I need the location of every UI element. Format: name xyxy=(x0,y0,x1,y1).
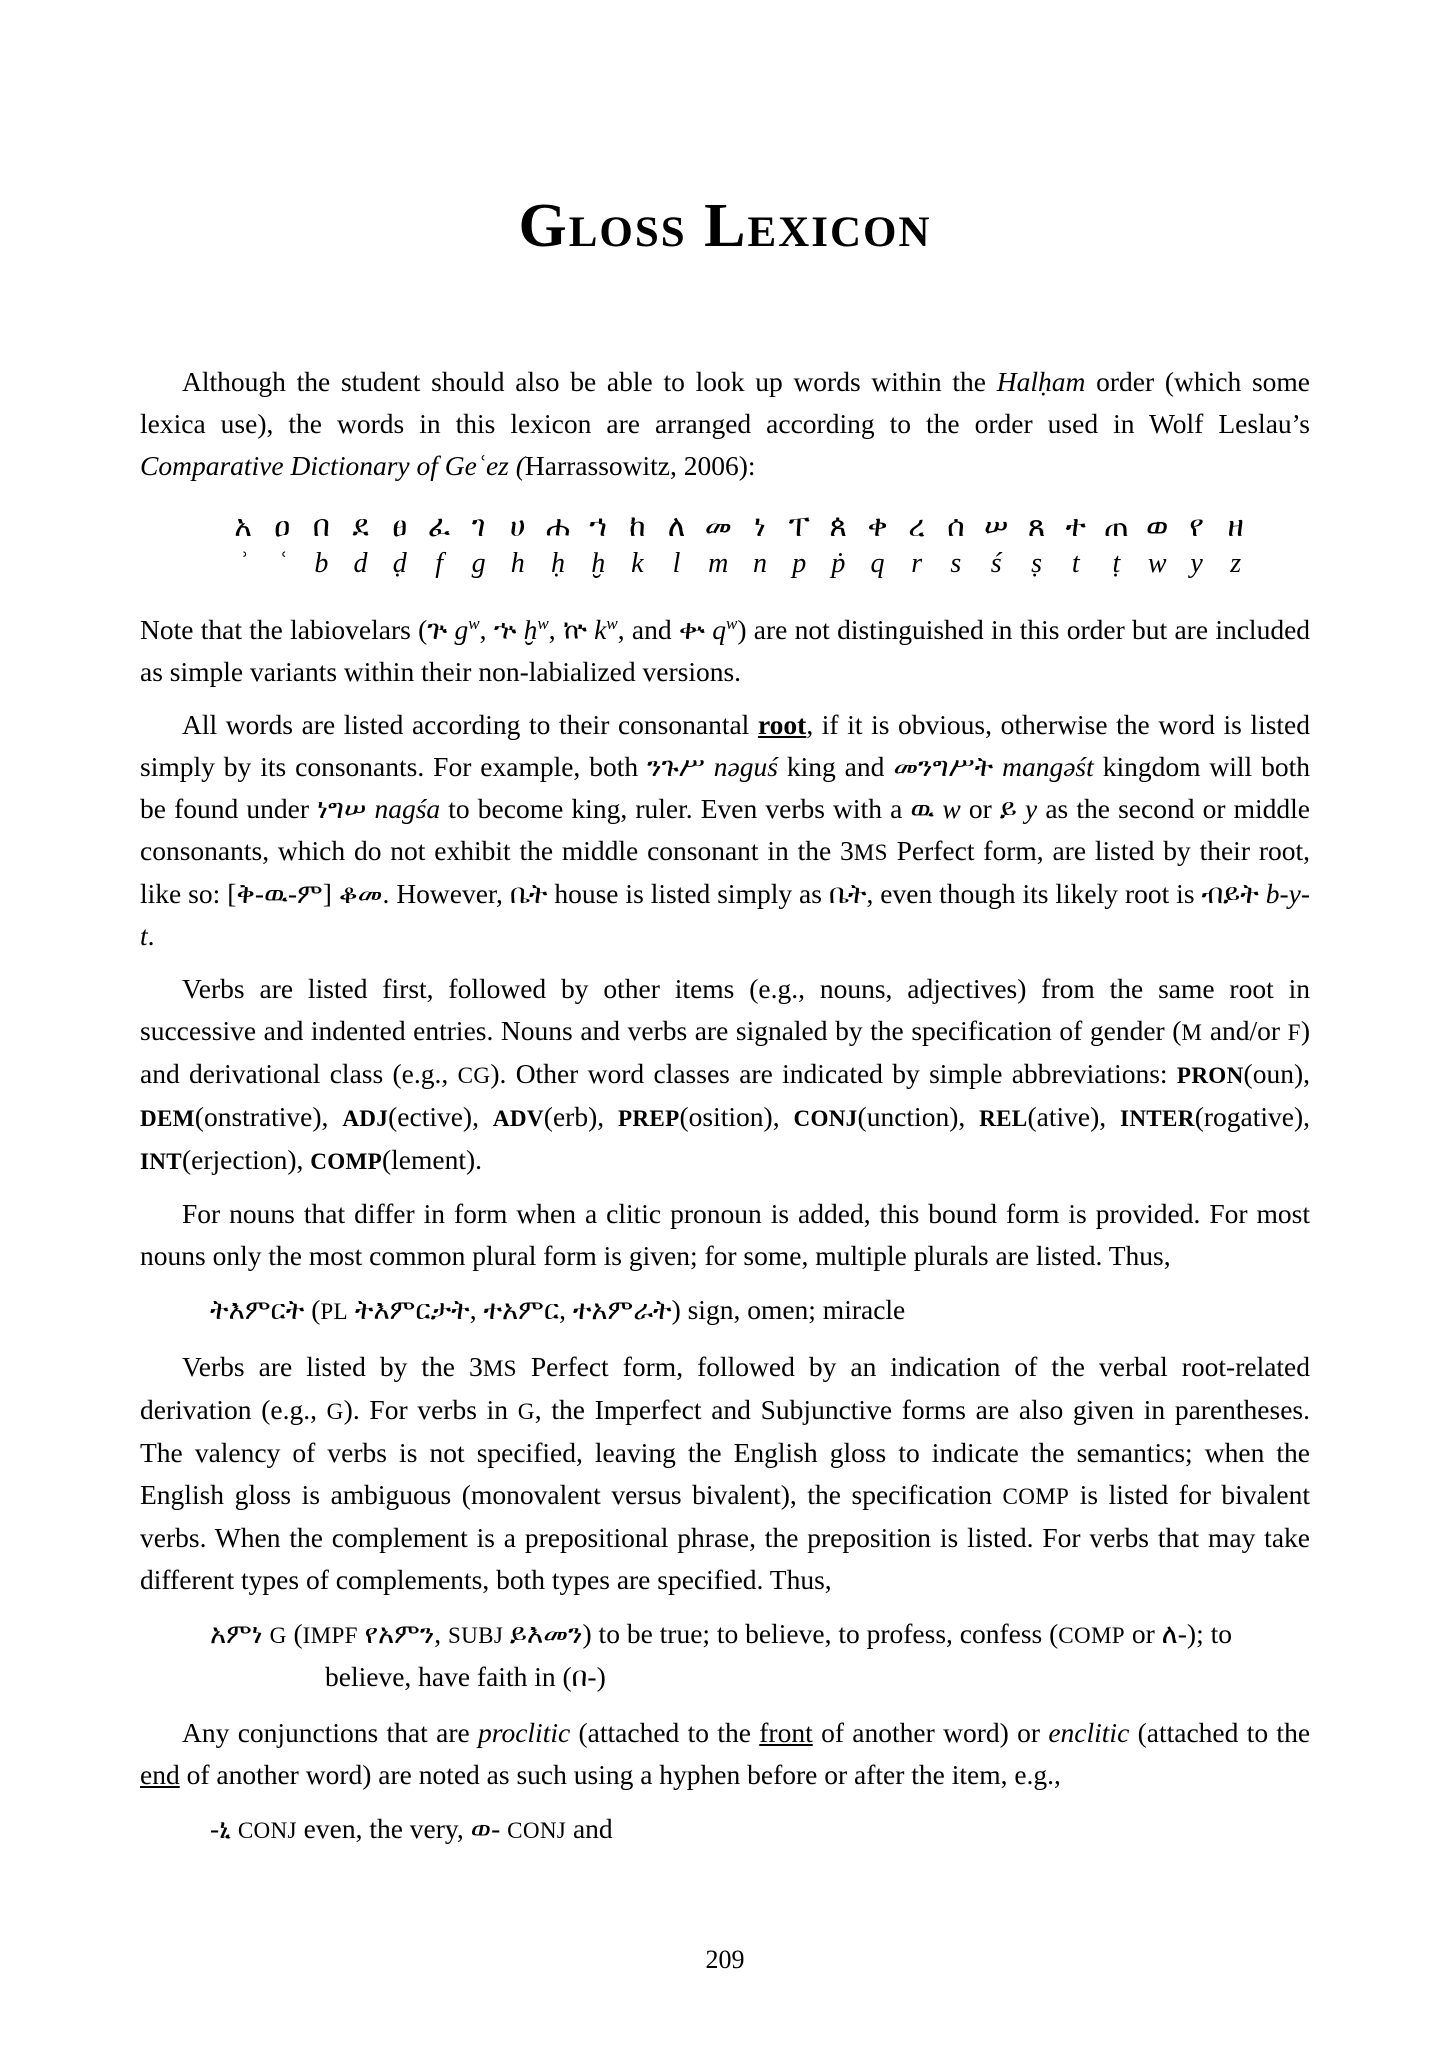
ethiopic-letter: ከ xyxy=(629,510,646,543)
text-run: ) and derivational class (e.g., xyxy=(140,1015,1310,1089)
text-run: y xyxy=(1024,793,1038,824)
ethiopic-text-run: ዉ xyxy=(264,878,288,909)
page-number: 209 xyxy=(705,1945,745,1974)
text-run: Harrassowitz, 2006): xyxy=(524,450,756,481)
ethiopic-letter: ዘ xyxy=(1227,510,1244,543)
ethiopic-text-run: መንግሥት xyxy=(893,751,994,782)
ethiopic-letter: ወ xyxy=(1146,510,1169,543)
text-run: M xyxy=(1181,1019,1203,1045)
text-run xyxy=(263,1618,270,1649)
text-run xyxy=(358,1618,365,1649)
text-run: of another word) are noted as such using a hyphen before or after the item, e.g., xyxy=(179,1759,1061,1790)
text-run xyxy=(1017,793,1025,824)
ethiopic-text-run: ብይት xyxy=(1201,878,1259,909)
transliteration-letter: t xyxy=(1071,548,1080,579)
text-run: q xyxy=(712,614,726,645)
text-run: Any conjunctions that are xyxy=(182,1717,479,1748)
text-run: Although the student should also be able to look up words within the xyxy=(182,366,997,397)
text-run: w xyxy=(725,613,738,633)
ethiopic-text-run: ወ xyxy=(470,1813,492,1844)
alphabet-column xyxy=(232,509,254,583)
text-run: ) sign, omen; miracle xyxy=(671,1294,906,1325)
ethiopic-letter: ተ xyxy=(1065,510,1086,543)
ethiopic-text-run: በ xyxy=(571,1661,588,1692)
text-run: (unction), xyxy=(857,1101,980,1132)
text-run: Note that the labiovelars ( xyxy=(140,614,428,645)
text-run: (ative), xyxy=(1027,1101,1121,1132)
text-run: Comparative Dictionary of Geʿez ( xyxy=(140,450,525,481)
text-run: b-y-t xyxy=(140,878,1310,951)
ethiopic-text-run: ተአምር xyxy=(483,1294,560,1325)
clitic-nouns-paragraph xyxy=(140,1193,1310,1277)
text-run: - xyxy=(254,878,265,909)
ethiopic-text-run: ኒ xyxy=(219,1813,231,1844)
text-run xyxy=(993,751,1002,782)
text-run: COMP xyxy=(310,1148,382,1174)
alphabet-column xyxy=(1225,509,1247,583)
text-run: ( xyxy=(304,1294,321,1325)
ethiopic-letter: ገ xyxy=(471,510,486,543)
ethiopic-text-run: ተአምራት xyxy=(572,1294,672,1325)
text-run: w xyxy=(468,613,480,633)
alphabet-column xyxy=(984,509,1008,583)
alphabet-column xyxy=(1104,509,1129,583)
alphabet-column xyxy=(587,509,609,583)
text-run: Perfect form, followed by an indication of the verbal root-related derivation (e.g., xyxy=(140,1351,1311,1425)
alphabet-column xyxy=(1186,509,1208,583)
ethiopic-text-run: አምነ xyxy=(210,1618,263,1649)
ethiopic-text-run: ለ xyxy=(1161,1618,1178,1649)
page-content xyxy=(0,192,1445,1851)
ethiopic-letter: ሀ xyxy=(509,510,526,543)
ethiopic-text-run: ትእምርት xyxy=(210,1294,305,1325)
ethiopic-letter: ቀ xyxy=(867,510,888,543)
text-run: ḫ xyxy=(523,614,538,645)
text-run: - xyxy=(491,1813,508,1844)
text-run: and/or xyxy=(1202,1015,1288,1046)
word-classes-paragraph xyxy=(140,968,1310,1182)
ethiopic-letter: ሐ xyxy=(545,510,571,543)
transliteration-letter: n xyxy=(753,548,768,579)
text-run: is listed for bivalent verbs. When the complement is a prepositional phrase, the preposition is listed. For verbs that may take different types of complements, both types are specified. Thus, xyxy=(140,1479,1310,1595)
text-run: mangəśt xyxy=(1002,751,1094,782)
ethiopic-letter: በ xyxy=(312,510,330,543)
transliteration-letter: ś xyxy=(990,548,1002,579)
text-run: CONJ xyxy=(507,1817,567,1843)
text-run: COMP xyxy=(1058,1622,1125,1648)
text-run: ADJ xyxy=(342,1105,389,1131)
conjunctions-paragraph xyxy=(140,1712,1310,1796)
alphabet-column xyxy=(428,509,451,583)
text-run xyxy=(503,1618,510,1649)
text-run: COMP xyxy=(1002,1483,1070,1509)
text-run: (erjection), xyxy=(181,1144,311,1175)
alphabet-column xyxy=(310,509,332,583)
alphabet-column xyxy=(1065,509,1087,583)
text-run: proclitic xyxy=(478,1717,571,1748)
ethiopic-text-run: ንጉሥ xyxy=(647,751,705,782)
text-run xyxy=(348,1294,355,1325)
text-run: . xyxy=(147,920,155,951)
alphabet-column xyxy=(867,509,889,583)
verb-listing-paragraph xyxy=(140,1346,1310,1601)
transliteration-letter: ḫ xyxy=(591,548,606,579)
transliteration-letter: l xyxy=(672,548,681,579)
ethiopic-letter: የ xyxy=(1189,510,1204,543)
text-run: order (which some lexica use), the words in this lexicon are arranged according to the order used in Wolf Leslau’s xyxy=(140,366,1310,439)
ethiopic-letter: ፈ xyxy=(427,510,451,543)
ethiopic-text-run: ቤት xyxy=(509,878,548,909)
text-run: even, the very, xyxy=(296,1813,471,1844)
text-run: Verbs are listed by the 3 xyxy=(182,1351,483,1382)
text-run: of another word) or xyxy=(812,1717,1049,1748)
intro-paragraph xyxy=(140,361,1310,487)
transliteration-letter: z xyxy=(1230,548,1242,579)
text-run: kingdom will both be found under xyxy=(140,751,1311,824)
text-run: , xyxy=(469,1294,484,1325)
text-run: INTER xyxy=(1120,1105,1195,1131)
alphabet-column xyxy=(906,509,928,583)
transliteration-letter: ʿ xyxy=(277,548,287,579)
ethiopic-letter: ኀ xyxy=(589,510,607,543)
text-run: ( xyxy=(286,1618,303,1649)
alphabet-column xyxy=(945,509,967,583)
ethiopic-text-run: ኍ xyxy=(493,614,517,645)
ethiopic-letter: ረ xyxy=(908,510,926,543)
ethiopic-letter: መ xyxy=(704,510,732,543)
alphabet-column xyxy=(666,509,688,583)
text-run: house is listed simply as xyxy=(547,878,829,909)
alphabet-column xyxy=(350,509,372,583)
text-run: PREP xyxy=(618,1105,680,1131)
transliteration-letter: ṭ xyxy=(1112,548,1121,579)
ethiopic-letter: ጠ xyxy=(1103,510,1129,543)
text-run: g xyxy=(454,614,469,645)
text-run: -); to believe, have faith in ( xyxy=(325,1618,1232,1692)
text-run: (lement). xyxy=(381,1144,483,1175)
text-run: SUBJ xyxy=(448,1622,504,1648)
text-run: ADV xyxy=(492,1105,544,1131)
noun-example-entry xyxy=(210,1289,1310,1332)
transliteration-letter: s xyxy=(950,548,962,579)
text-run xyxy=(705,751,714,782)
alphabet-column xyxy=(626,509,648,583)
ethiopic-text-run: ይ xyxy=(999,793,1017,824)
text-run: nəguś xyxy=(713,751,778,782)
text-run: All words are listed according to their consonantal xyxy=(182,709,758,740)
alphabet-column xyxy=(546,509,570,583)
text-run: (erb), xyxy=(543,1101,618,1132)
ethiopic-text-run: ቆመ xyxy=(338,878,383,909)
alphabet-column xyxy=(1026,509,1048,583)
alphabet-column xyxy=(827,509,849,583)
text-run xyxy=(231,1813,238,1844)
text-run: (rogative), xyxy=(1194,1101,1310,1132)
transliteration-letter: h xyxy=(510,548,525,579)
transliteration-letter: r xyxy=(911,548,923,579)
text-run: , even though its likely root is xyxy=(866,878,1202,909)
text-run: , xyxy=(479,614,494,645)
text-run: CONJ xyxy=(793,1105,858,1131)
text-run: G xyxy=(326,1398,344,1424)
text-run: (attached to the xyxy=(570,1717,760,1748)
text-run: or xyxy=(960,793,1000,824)
verb-example-entry xyxy=(210,1613,1310,1698)
text-run: , the Imperfect and Subjunctive forms are also given in parentheses. The valency of verbs is not specified, leaving the English gloss to indicate the semantics; when the English gloss is ambiguous (monovalent versus bivalent), the specification xyxy=(140,1394,1310,1510)
alphabet-column xyxy=(271,509,293,583)
text-run: and xyxy=(566,1813,613,1844)
ethiopic-letter: ደ xyxy=(352,510,369,543)
text-run: (attached to the xyxy=(1129,1717,1311,1748)
ethiopic-letter: ሠ xyxy=(984,510,1009,543)
text-run: , xyxy=(559,1294,573,1325)
text-run: or xyxy=(1124,1618,1162,1649)
text-run: (oun), xyxy=(1243,1058,1310,1089)
alphabet-column xyxy=(749,509,771,583)
transliteration-letter: m xyxy=(708,548,729,579)
page-title: Gloss Lexicon xyxy=(518,192,932,260)
text-run: CG xyxy=(457,1062,491,1088)
text-run: - xyxy=(287,878,298,909)
alphabet-column xyxy=(389,509,411,583)
text-run: PL xyxy=(320,1298,348,1324)
text-run: - xyxy=(210,1813,220,1844)
text-run: , if it is obvious, otherwise the word is listed simply by its consonants. For example, both xyxy=(140,709,1310,782)
text-run: PRON xyxy=(1176,1062,1244,1088)
transliteration-letter: k xyxy=(631,548,644,579)
text-run: nagśa xyxy=(374,793,441,824)
text-run: MS xyxy=(853,839,888,865)
alphabet-column xyxy=(507,509,529,583)
alphabet-column xyxy=(1146,509,1168,583)
text-run: ) are not distinguished in this order but are included as simple variants within their non-labialized versions. xyxy=(140,614,1311,687)
transliteration-letter: ḍ xyxy=(392,548,407,579)
text-run: DEM xyxy=(140,1105,195,1131)
text-run: Verbs are listed first, followed by other items (e.g., nouns, adjectives) from the same root in successive and indented entries. Nouns and verbs are signaled by the specification of gender ( xyxy=(140,973,1310,1046)
text-run: w xyxy=(606,613,618,633)
text-run: root xyxy=(757,709,807,740)
text-run: , xyxy=(434,1618,449,1649)
transliteration-letter: ṣ xyxy=(1031,548,1043,579)
ethiopic-letter: ለ xyxy=(667,510,686,543)
text-run: (onstrative), xyxy=(194,1101,343,1132)
text-run: king and xyxy=(777,751,894,782)
text-run: (osition), xyxy=(679,1101,794,1132)
transliteration-letter: ṗ xyxy=(831,548,846,579)
alphabet-column xyxy=(468,509,490,583)
transliteration-letter: w xyxy=(1147,548,1167,579)
text-run: MS xyxy=(482,1355,517,1381)
ethiopic-text-run: ቍ xyxy=(678,614,705,645)
ethiopic-letter: ፐ xyxy=(788,510,810,543)
alphabet-column xyxy=(705,509,732,583)
ethiopic-text-run: ኵ xyxy=(562,614,587,645)
transliteration-letter: g xyxy=(471,548,486,579)
text-run: IMPF xyxy=(302,1622,358,1648)
text-run: ). Other word classes are indicated by simple abbreviations: xyxy=(490,1058,1177,1089)
transliteration-letter: f xyxy=(435,548,444,579)
root-listing-paragraph xyxy=(140,704,1310,957)
ethiopic-text-run: ዉ xyxy=(910,793,935,824)
text-run: (ective), xyxy=(388,1101,493,1132)
transliteration-letter: y xyxy=(1190,548,1203,579)
conjunction-example-entry xyxy=(210,1808,1310,1851)
transliteration-letter: ʾ xyxy=(238,548,248,579)
ethiopic-letter: ሰ xyxy=(947,510,965,543)
text-run: Halḥam xyxy=(996,366,1086,397)
text-run: ] xyxy=(322,878,339,909)
ethiopic-text-run: ቅ xyxy=(236,878,255,909)
text-run xyxy=(1259,878,1266,909)
ethiopic-letter: ጸ xyxy=(1027,510,1046,543)
text-run: CONJ xyxy=(237,1817,297,1843)
text-run: ). For verbs in xyxy=(343,1394,518,1425)
text-run: to become king, ruler. Even verbs with a xyxy=(440,793,911,824)
text-run: as the second or middle consonants, which do not exhibit the middle consonant in the 3 xyxy=(140,793,1311,866)
ethiopic-text-run: ትእምርታት xyxy=(354,1294,470,1325)
ethiopic-letter: አ xyxy=(234,510,252,543)
text-run: , xyxy=(548,614,563,645)
ethiopic-text-run: ጕ xyxy=(427,614,448,645)
text-run: INT xyxy=(140,1148,182,1174)
text-run: F xyxy=(1287,1019,1301,1045)
ethiopic-letter: ነ xyxy=(754,510,766,543)
text-run: ) to be true; to believe, to profess, confess ( xyxy=(582,1618,1059,1649)
text-run xyxy=(516,614,523,645)
text-run: . However, xyxy=(382,878,510,909)
text-run: G xyxy=(269,1622,287,1648)
text-run: For nouns that differ in form when a clitic pronoun is added, this bound form is provided. For most nouns only the most common plural form is given; for some, multiple plurals are listed. Thus, xyxy=(140,1198,1310,1271)
ethiopic-text-run: የአምን xyxy=(364,1618,435,1649)
ethiopic-text-run: ቤት xyxy=(828,878,867,909)
alphabet-table xyxy=(232,509,1247,583)
transliteration-letter: b xyxy=(314,548,329,579)
text-run: front xyxy=(759,1717,813,1748)
text-run: enclitic xyxy=(1048,1717,1130,1748)
text-run: w xyxy=(537,613,549,633)
text-run: -) xyxy=(587,1661,606,1692)
ethiopic-letter: ጰ xyxy=(829,510,848,543)
text-run: w xyxy=(942,793,961,824)
labiovelars-note-paragraph xyxy=(140,609,1310,693)
ethiopic-letter: ፀ xyxy=(392,510,408,543)
text-run: , and xyxy=(617,614,679,645)
text-run: Perfect form, are listed by their root, like so: [ xyxy=(140,835,1310,909)
alphabet-column xyxy=(788,509,810,583)
ethiopic-letter: ዐ xyxy=(274,510,291,543)
text-run xyxy=(447,614,454,645)
transliteration-letter: q xyxy=(870,548,885,579)
text-run: G xyxy=(517,1398,535,1424)
text-run: k xyxy=(594,614,607,645)
ethiopic-text-run: ነግሠ xyxy=(317,793,367,824)
ethiopic-text-run: ይእመን xyxy=(510,1618,583,1649)
transliteration-letter: p xyxy=(792,548,807,579)
transliteration-letter: d xyxy=(353,548,368,579)
text-run: end xyxy=(140,1759,180,1790)
transliteration-letter: ḥ xyxy=(550,548,565,579)
text-run: REL xyxy=(979,1105,1028,1131)
ethiopic-text-run: ም xyxy=(297,878,323,909)
